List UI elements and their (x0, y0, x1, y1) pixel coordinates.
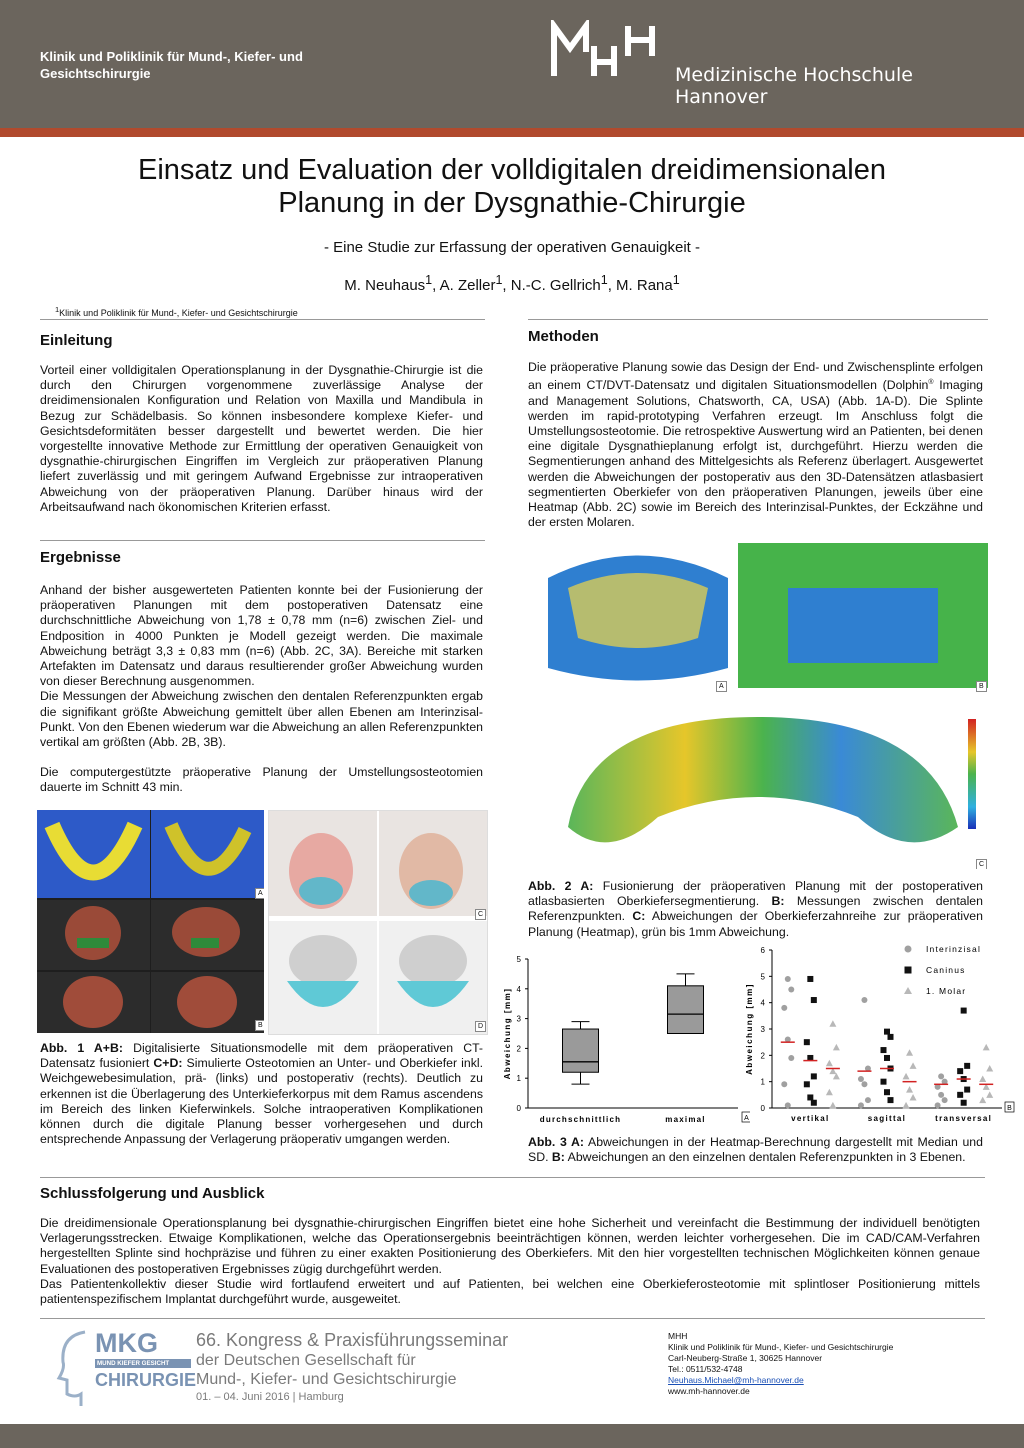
ergebnisse-paragraph-1: Anhand der bisher ausgewerteten Patienten konnte bei der Fusionierung der präoperativen Planungen mit dem postoperativen Datensatz eine durchschnittliche Abweichung von 1,78 ± 0,78 mm (n=6) zwischen Ziel- und Endposition in 4000 Punkten je Modell gezeigt werden. Die maximale Abweichung beträgt 3,3 ± 0,83 mm (n=6) (Abb. 2C, 3A). Bereiche mit starken Artefakten im Datensatz und daraus resultierender großer Abweichung wurden von dieser Berechnung ausgenommen. (40, 583, 483, 689)
caption-label: C+D: (153, 1056, 183, 1071)
schluss-heading: Schlussfolgerung und Ausblick (40, 1185, 265, 1202)
skull-illustration (151, 972, 264, 1033)
scatter-point-square (811, 997, 817, 1003)
skull-panel (151, 900, 264, 970)
scatter-point-square (964, 1087, 970, 1093)
face-panel (379, 811, 487, 916)
caption-text: Abweichungen der Oberkieferzahnreihe zur präoperativen Planung (Heatmap), grün bis 1mm Abweichung. (528, 909, 983, 939)
caption-text: Abweichungen an den einzelnen dentalen Referenzpunkten in 3 Ebenen. (564, 1150, 966, 1165)
skull-panel (151, 972, 264, 1033)
congress-date: 01. – 04. Juni 2016 | Hamburg (196, 1391, 344, 1403)
skull-panel (37, 900, 150, 970)
segmentation-illustration (528, 538, 988, 693)
y-axis-label: Abweichung [mm] (503, 987, 512, 1080)
figure-2c-heatmap (528, 697, 988, 869)
scatter-point-square (961, 1008, 967, 1014)
y-tick-label: 4 (516, 984, 521, 994)
schluss-paragraph-2: Das Patientenkollektiv dieser Studie wird fortlaufend erweitert und auf Patienten, bei welchen eine Oberkieferosteotomie mit splintloser Positionierung mittels patientenspezifischem Implantat durchgeführt wurde, ausgeweitet. (40, 1276, 980, 1307)
x-tick-label: sagittal (867, 1114, 907, 1123)
scatter-point-triangle (829, 1102, 836, 1109)
scatter-point-triangle (833, 1044, 840, 1051)
legend-label: Caninus (926, 965, 966, 975)
skull-illustration (37, 900, 150, 970)
caption-label: Abb. 2 A: (528, 879, 594, 893)
divider (40, 319, 485, 320)
scatter-point-circle (781, 1081, 787, 1087)
contact-phone: Tel.: 0511/532-4748 (668, 1364, 743, 1374)
scatter-point-square (807, 1094, 813, 1100)
head-profile-icon (55, 1328, 97, 1408)
face-panel (269, 811, 377, 916)
y-tick-label: 5 (516, 955, 521, 964)
contact-website[interactable]: www.mh-hannover.de (668, 1386, 750, 1396)
scatter-point-circle (938, 1092, 944, 1098)
legend-label: Interinzisal (926, 944, 982, 954)
y-tick-label: 1 (760, 1077, 765, 1087)
scatter-point-circle (858, 1076, 864, 1082)
ergebnisse-text (40, 583, 483, 796)
divider (40, 1177, 985, 1178)
scatter-point-square (964, 1063, 970, 1069)
scatter-point-square (884, 1055, 890, 1061)
footer-band (0, 1424, 1024, 1448)
y-tick-label: 0 (760, 1104, 765, 1113)
scatter-point-triangle (986, 1065, 993, 1072)
skull-illustration (37, 972, 150, 1033)
poster-subtitle: - Eine Studie zur Erfassung der operativen Genauigkeit - (323, 239, 701, 256)
caption-text: Digitalisierte Situationsmodelle mit dem präoperativen CT-Datensatz fusioniert (40, 1041, 483, 1071)
caption-label: B: (771, 894, 785, 909)
panel-label: B (976, 681, 987, 692)
divider (40, 540, 485, 541)
panel-label: C (475, 909, 486, 920)
congress-info (196, 1330, 508, 1405)
y-axis-label: Abweichung [mm] (745, 983, 754, 1075)
scatter-point-triangle (906, 1049, 913, 1056)
contact-org: MHH (668, 1331, 688, 1341)
scatter-point-square (811, 1073, 817, 1079)
x-tick-label: vertikal (791, 1114, 830, 1123)
scatter-point-triangle (910, 1094, 917, 1101)
scatter-point-triangle (979, 1097, 986, 1104)
scatter-point-circle (785, 1102, 791, 1108)
contact-address: Carl-Neuberg-Straße 1, 30625 Hannover (668, 1353, 823, 1363)
panel-label: B (255, 1020, 264, 1031)
y-tick-label: 3 (516, 1014, 521, 1024)
face-simulation-illustration (379, 811, 487, 916)
y-tick-label: 0 (516, 1104, 521, 1113)
figure-1ab-image (37, 810, 264, 1033)
einleitung-text: Vorteil einer volldigitalen Operationsplanung in der Dysgnathie-Chirurgie ist die durch den Chirurgen vorgenommene zuverlässige Analyse der dreidimensionalen Konfiguration und Relation von Maxilla und Mandibula in Bezug zur Schädelbasis. So können insbesondere komplexe Kiefer- und Gesichtsdeformitäten besser dargestellt und bewertet werden. Die hier vorgestellte innovative Methode zur Ermittlung der operativen Genauigkeit von dysgnathie-chirurgischen Eingriffen im Vergleich zur präoperativen Planung liefert zuverlässig und mit geringem Aufwand Ergebnisse zur intraoperativen Abweichung von der präoperativen Planung. Darüber hinaus wird der Arbeitsaufwand nach ökonomischen Kriterien erfasst. (40, 363, 483, 514)
scatter-point-circle (785, 976, 791, 982)
ergebnisse-heading: Ergebnisse (40, 549, 121, 566)
scatter-point-triangle (983, 1044, 990, 1051)
divider (40, 1318, 985, 1319)
legend-marker-square (905, 967, 912, 974)
university-name (675, 64, 913, 108)
scatter-point-circle (938, 1073, 944, 1079)
dental-model-panel (151, 810, 264, 898)
congress-title: 66. Kongress & Praxisführungsseminar (196, 1330, 509, 1350)
contact-email-link[interactable]: Neuhaus.Michael@mh-hannover.de (668, 1375, 804, 1385)
chart-3a-boxplot (498, 944, 750, 1124)
congress-line: Mund-, Kiefer- und Gesichtschirurgie (196, 1371, 457, 1388)
scatter-point-square (807, 976, 813, 982)
panel-label: B (1007, 1105, 1012, 1112)
panel-label: C (976, 859, 987, 869)
scatter-point-triangle (986, 1091, 993, 1098)
contact-dept: Klinik und Poliklinik für Mund-, Kiefer- und Gesichtschirurgie (668, 1342, 894, 1352)
schluss-text (40, 1216, 980, 1307)
mkg-logo (55, 1328, 197, 1408)
scatter-point-triangle (903, 1073, 910, 1080)
skull-illustration (151, 900, 264, 970)
scatter-point-square (957, 1068, 963, 1074)
caption-text: Messungen zwischen dentalen Referenzpunkten. (528, 894, 983, 924)
figure-1cd-image (268, 810, 488, 1035)
figure-2ab-image (528, 538, 988, 693)
scatter-point-circle (858, 1102, 864, 1108)
dental-arch-illustration (37, 810, 150, 898)
mkg-logo-chirurgie: CHIRURGIE (95, 1370, 197, 1390)
caption-text: Abweichungen in der Heatmap-Berechnung dargestellt mit Median und SD. (528, 1135, 983, 1165)
methoden-text: Die präoperative Planung sowie das Design der End- und Zwischensplinte erfolgen an einem CT/DVT-Datensatz und digitalen Situationsmodellen (Dolphin® Imaging and Management Solutions, Chatsworth, CA, USA) (Abb. 1A-D). Die Splinte werden im rapid-prototyping Verfahren erzeugt. Im Anschluss folgt die Umstellungsosteotomie. Die retrospektive Auswertung wird an Patienten, bei denen eine digitale Dysgnathieplanung erfolgt ist, durchgeführt. Hierzu werden die Segmentierungen anhand des Mittelgesichts als Referenz überlagert. Ausgewertet werden die Abweichungen der postoperativ aus den 3D-Datensätzen atlasbasiert segmentierten Oberkiefer von den präoperativen Planungen, jeweils über eine Heatmap (Abb. 2C) sowie im Bereich des Interinzisal-Punktes, der Eckzähne und der ersten Molaren. (528, 360, 983, 530)
x-tick-label: maximal (665, 1115, 706, 1124)
y-tick-label: 2 (760, 1051, 765, 1061)
mkg-logo-subtext: MUND KIEFER GESICHT (95, 1359, 191, 1368)
y-tick-label: 3 (760, 1025, 765, 1034)
x-tick-label: durchschnittlich (539, 1115, 622, 1124)
scatter-point-square (884, 1029, 890, 1035)
scatter-point-square (804, 1081, 810, 1087)
y-tick-label: 6 (760, 946, 765, 955)
contact-info (668, 1331, 893, 1397)
caption-label: Abb. 3 A: (528, 1135, 585, 1149)
clinic-name: Klinik und Poliklinik für Mund-, Kiefer- und Gesichtschirurgie (40, 49, 303, 81)
scatter-point-square (811, 1100, 817, 1106)
chart-3b-scatter (740, 940, 1016, 1124)
scatter-point-square (881, 1047, 887, 1053)
scatter-point-circle (865, 1097, 871, 1103)
box-body (563, 1029, 599, 1072)
skull-panel (37, 972, 150, 1033)
heatmap-illustration (528, 697, 988, 869)
caption-text: Fusionierung der präoperativen Planung mit der postoperativen atlasbasierten Oberkiefersegmentierung. (528, 879, 983, 909)
jaw-illustration (379, 921, 487, 1034)
y-tick-label: 2 (516, 1044, 521, 1054)
face-simulation-illustration (269, 811, 377, 916)
scatter-point-circle (788, 987, 794, 993)
title-line-1: Einsatz und Evaluation der volldigitalen dreidimensionalen (137, 154, 887, 186)
scatter-point-square (881, 1079, 887, 1085)
panel-label: A (255, 888, 264, 899)
box-body (668, 986, 704, 1034)
scatter-point-triangle (829, 1020, 836, 1026)
header-accent-bar (0, 128, 1024, 137)
jaw-panel (269, 921, 377, 1034)
scatter-point-circle (861, 1081, 867, 1087)
university-line-2: Hannover (675, 86, 768, 108)
legend-marker-circle (905, 946, 912, 953)
mhh-logo (548, 20, 668, 80)
scatter-point-triangle (910, 1062, 917, 1069)
scatter-point-circle (935, 1102, 941, 1108)
scatter-point-triangle (979, 1076, 986, 1083)
scatter-point-square (888, 1034, 894, 1040)
scatter-point-square (961, 1100, 967, 1106)
ergebnisse-paragraph-3: Die computergestützte präoperative Planung der Umstellungsosteotomien dauerte im Schnitt 43 min. (40, 765, 483, 795)
figure-1-caption (40, 1041, 483, 1147)
title-line-2: Planung in der Dysgnathie-Chirurgie (278, 187, 746, 219)
panel-label: A (744, 1115, 749, 1122)
scatter-point-square (957, 1092, 963, 1098)
legend-label: 1. Molar (926, 986, 967, 996)
x-tick-label: transversal (935, 1114, 993, 1123)
legend-marker-triangle (904, 987, 912, 994)
scatter-point-circle (861, 997, 867, 1003)
methoden-heading: Methoden (528, 328, 599, 345)
scatter-point-circle (781, 1005, 787, 1011)
y-tick-label: 4 (760, 998, 765, 1008)
dental-arch-illustration (151, 810, 264, 898)
scatter-point-triangle (826, 1089, 833, 1096)
scatter-point-triangle (906, 1086, 913, 1093)
scatter-point-circle (942, 1097, 948, 1103)
author-list: M. Neuhaus$^1$, A. Zeller$^1$, N.-C. Gellrich$^1$, M. Rana$^1$ (344, 273, 680, 294)
caption-label: Abb. 1 A+B: (40, 1041, 123, 1055)
caption-text: Simulierte Osteotomien an Unter- und Oberkiefer inkl. Weichgewebesimulation, prä- (links) und postoperativ (rechts). Deutlich zu erkennen ist die Überlagerung des Unterkieferkorpus mit dem Ramus ascendens im Bereich des linken Kieferwinkels. Solche intraoperativen Komplikationen können durch die digitale Planung besser vorhergesehen und durch entsprechende Anpassung der Verlagerung präoperativ umgangen werden. (40, 1056, 483, 1147)
scatter-point-triangle (903, 1102, 910, 1109)
schluss-paragraph-1: Die dreidimensionale Operationsplanung bei dysgnathie-chirurgischen Eingriffen bietet eine hohe Sicherheit und vereinfacht die Bestimmung der individuell benötigten Verlagerungsstrecken. Etwaige Komplikationen, welche das Operationsergebnis beeinträchtigen können, werden leichter vorhergesehen. Die im CAD/CAM-Verfahren hergestellten Splinte sind hochpräzise und führen zu einer exakten Positionierung des Oberkiefers. Mit den hier vorgestellten technischen Möglichkeiten können genaue Evaluationen des postoperativen Ergebnisses zügig durchgeführt werden. (40, 1216, 980, 1276)
panel-label: A (716, 681, 727, 692)
jaw-panel (379, 921, 487, 1034)
scatter-point-triangle (826, 1060, 833, 1067)
divider (528, 319, 988, 320)
einleitung-heading: Einleitung (40, 332, 113, 349)
poster-title (0, 154, 1024, 220)
figure-2-caption (528, 879, 983, 940)
figure-3-caption (528, 1135, 983, 1165)
scatter-point-circle (788, 1055, 794, 1061)
dental-model-panel (37, 810, 150, 898)
affiliation-note: $^1$Klinik und Poliklinik für Mund-, Kiefer- und Gesichtschirurgie (55, 305, 298, 318)
mkg-logo-text: MKG (95, 1328, 158, 1358)
university-line-1: Medizinische Hochschule (675, 64, 913, 86)
caption-label: B: (551, 1150, 565, 1165)
scatter-point-square (804, 1039, 810, 1045)
caption-label: C: (632, 909, 646, 924)
scatter-point-square (888, 1097, 894, 1103)
ergebnisse-paragraph-2: Die Messungen der Abweichung zwischen den dentalen Referenzpunkten ergab die signifikant größte Abweichung gemittelt über allen Ebenen am Interinzisal-Punkt. Von den Ebenen wiederum war die Abweichung an allen Referenzpunkten vertikal am größten (Abb. 2B, 3B). (40, 689, 483, 750)
congress-line: der Deutschen Gesellschaft für (196, 1352, 416, 1369)
jaw-illustration (269, 921, 377, 1034)
y-tick-label: 5 (760, 972, 765, 982)
scatter-point-square (884, 1089, 890, 1095)
y-tick-label: 1 (516, 1074, 521, 1084)
panel-label: D (475, 1021, 486, 1032)
